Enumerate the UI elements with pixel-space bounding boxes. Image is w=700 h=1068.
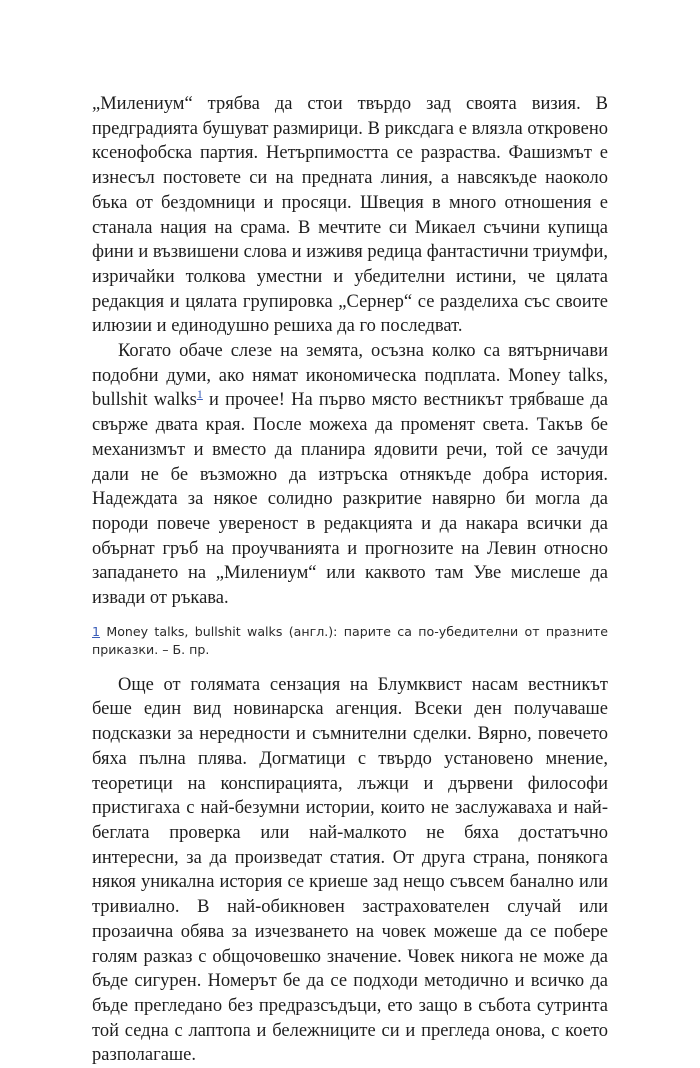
paragraph-1: „Милениум“ трябва да стои твърдо зад своята визия. В предградията бушуват размирици. В риксдага е влязла откровено ксенофобска партия. Нетърпимостта се разраства. Фашизмът е изнесъл постовете си на предната линия, а навсякъде наоколо бъка от бездомници и просяци. Швеция в много отношения е станала нация на срама. В мечтите си Микаел съчини купища фини и възвишени слова и изживя редица фантастични триумфи, изричайки толкова уместни и убедителни истини, че цялата редакция и цялата групировка „Сернер“ се разделиха със своите илюзии и единодушно решиха да го последват. [92,94,608,337]
paragraph-2-text-end: и прочее! На първо място вестникът трябваше да свърже двата края. После можеха да променят света. Такъв бе механизмът и вместо да планира ядовити речи, той се зачуди дали не бе възможно да изтръска отнякъде добра история. Надеждата за някое солидно разкритие навярно би могла да породи повече увереност в редакцията и да накара всички да обърнат гръб на проучванията и прогнозите на Левин относно западането на „Милениум“ или каквото там Уве мислеше да извади от ръкава. [92,390,608,609]
document-page [92,92,608,1068]
footnote-number-link[interactable]: 1 [92,623,101,639]
footnote-reference-link[interactable]: 1 [196,387,203,402]
footnote [92,623,608,659]
paragraph-3: Още от голямата сензация на Блумквист насам вестникът беше един вид новинарска агенция. Всеки ден получаваше подсказки за нередности и съмнителни сделки. Вярно, повечето бяха пълна плява. Догматици с твърдо установено мнение, теоретици на конспирацията, лъжци и дървени философи пристигаха с най-безумни истории, които не заслужаваха и най-беглата проверка или най-малкото не бяха достатъчно интересни, за да произведат статия. От друга страна, понякога някоя уникална история се криеше зад нещо съвсем банално или тривиално. В най-обикновен застрахователен случай или прозаична обява за изчезването на човек можеше да се побере голям разказ с общочовешко значение. Човек никога не може да бъде сигурен. Номерът бе да се подходи методично и всичко да бъде прегледано без предразсъдъци, ето защо в събота сутринта той седна с лаптопа и бележниците си и прегледа онова, с което разполагаше. [92,674,608,1066]
paragraph-2 [92,339,608,611]
footnote-text: Money talks, bullshit walks (англ.): парите са по-убедителни от празните приказки. – Б. пр. [92,623,608,657]
paragraph-2-text-start: Когато обаче слезе на земята, осъзна колко са вятърничави подобни думи, ако нямат икономическа подплата. Money talks, bullshit walks [92,341,608,411]
